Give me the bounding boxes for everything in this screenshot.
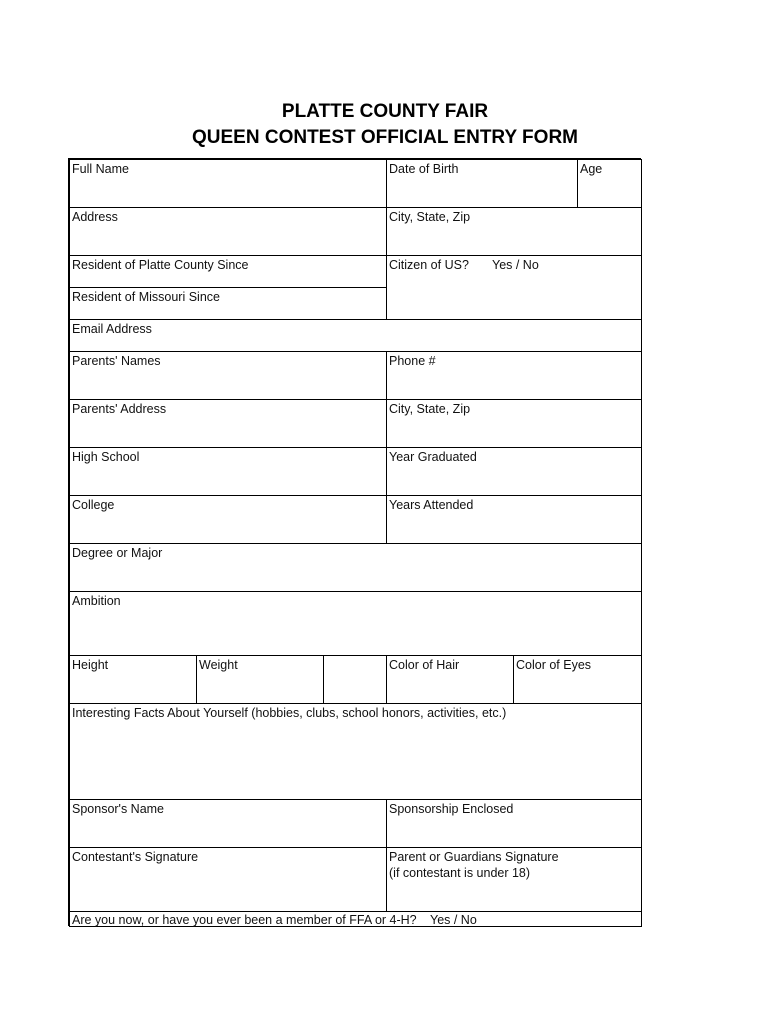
- college-field[interactable]: [69, 495, 387, 544]
- degree-major-field[interactable]: [69, 543, 642, 592]
- citizen-us-field[interactable]: [386, 255, 642, 320]
- sponsorship-enclosed-field[interactable]: [386, 799, 642, 848]
- interesting-facts-label: Interesting Facts About Yourself (hobbies, clubs, school honors, activities, etc.): [72, 706, 507, 720]
- resident-platte-field[interactable]: [69, 255, 387, 288]
- high-school-label: High School: [72, 450, 140, 464]
- resident-missouri-label: Resident of Missouri Since: [72, 290, 220, 304]
- contestant-signature-field[interactable]: [69, 847, 387, 912]
- parents-city-state-zip-label: City, State, Zip: [389, 402, 471, 416]
- parent-signature-label: Parent or Guardians Signature: [389, 850, 559, 864]
- year-graduated-label: Year Graduated: [389, 450, 477, 464]
- ambition-label: Ambition: [72, 594, 121, 608]
- city-state-zip-label: City, State, Zip: [389, 210, 471, 224]
- high-school-field[interactable]: [69, 447, 387, 496]
- form-title-line2: QUEEN CONTEST OFFICIAL ENTRY FORM: [192, 127, 578, 148]
- parents-names-field[interactable]: [69, 351, 387, 400]
- email-label: Email Address: [72, 322, 152, 336]
- city-state-zip-field[interactable]: [386, 207, 642, 256]
- entry-form: [68, 158, 641, 926]
- address-field[interactable]: [69, 207, 387, 256]
- full-name-label: Full Name: [72, 162, 129, 176]
- sponsorship-enclosed-label: Sponsorship Enclosed: [389, 802, 514, 816]
- parents-names-label: Parents' Names: [72, 354, 161, 368]
- year-graduated-field[interactable]: [386, 447, 642, 496]
- height-label: Height: [72, 658, 109, 672]
- form-title-line1: PLATTE COUNTY FAIR: [281, 101, 489, 122]
- parents-address-field[interactable]: [69, 399, 387, 448]
- parents-city-state-zip-field[interactable]: [386, 399, 642, 448]
- age-field[interactable]: [577, 159, 642, 208]
- blank-field[interactable]: [323, 655, 387, 704]
- college-label: College: [72, 498, 115, 512]
- full-name-field[interactable]: [69, 159, 387, 208]
- date-of-birth-label: Date of Birth: [389, 162, 459, 176]
- years-attended-label: Years Attended: [389, 498, 474, 512]
- ffa-question-field[interactable]: [69, 911, 642, 927]
- sponsor-name-label: Sponsor's Name: [72, 802, 165, 816]
- phone-field[interactable]: [386, 351, 642, 400]
- phone-label: Phone #: [389, 354, 436, 368]
- contestant-signature-label: Contestant's Signature: [72, 850, 199, 864]
- weight-label: Weight: [199, 658, 238, 672]
- resident-missouri-field[interactable]: [69, 287, 387, 320]
- address-label: Address: [72, 210, 118, 224]
- email-field[interactable]: [69, 319, 642, 352]
- color-eyes-label: Color of Eyes: [516, 658, 592, 672]
- resident-platte-label: Resident of Platte County Since: [72, 258, 249, 272]
- years-attended-field[interactable]: [386, 495, 642, 544]
- ffa-question-label: Are you now, or have you ever been a member of FFA or 4-H?: [72, 913, 417, 927]
- color-hair-label: Color of Hair: [389, 658, 460, 672]
- weight-field[interactable]: [196, 655, 324, 704]
- age-label: Age: [580, 162, 603, 176]
- interesting-facts-field[interactable]: [69, 703, 642, 800]
- sponsor-name-field[interactable]: [69, 799, 387, 848]
- citizen-yes-no: Yes / No: [492, 258, 539, 272]
- parent-signature-note: (if contestant is under 18): [389, 866, 531, 880]
- color-eyes-field[interactable]: [513, 655, 642, 704]
- degree-major-label: Degree or Major: [72, 546, 163, 560]
- color-hair-field[interactable]: [386, 655, 514, 704]
- date-of-birth-field[interactable]: [386, 159, 578, 208]
- height-field[interactable]: [69, 655, 197, 704]
- ambition-field[interactable]: [69, 591, 642, 656]
- parent-signature-field[interactable]: [386, 847, 642, 912]
- ffa-yes-no: Yes / No: [430, 913, 477, 927]
- citizen-us-label: Citizen of US?: [389, 258, 469, 272]
- parents-address-label: Parents' Address: [72, 402, 167, 416]
